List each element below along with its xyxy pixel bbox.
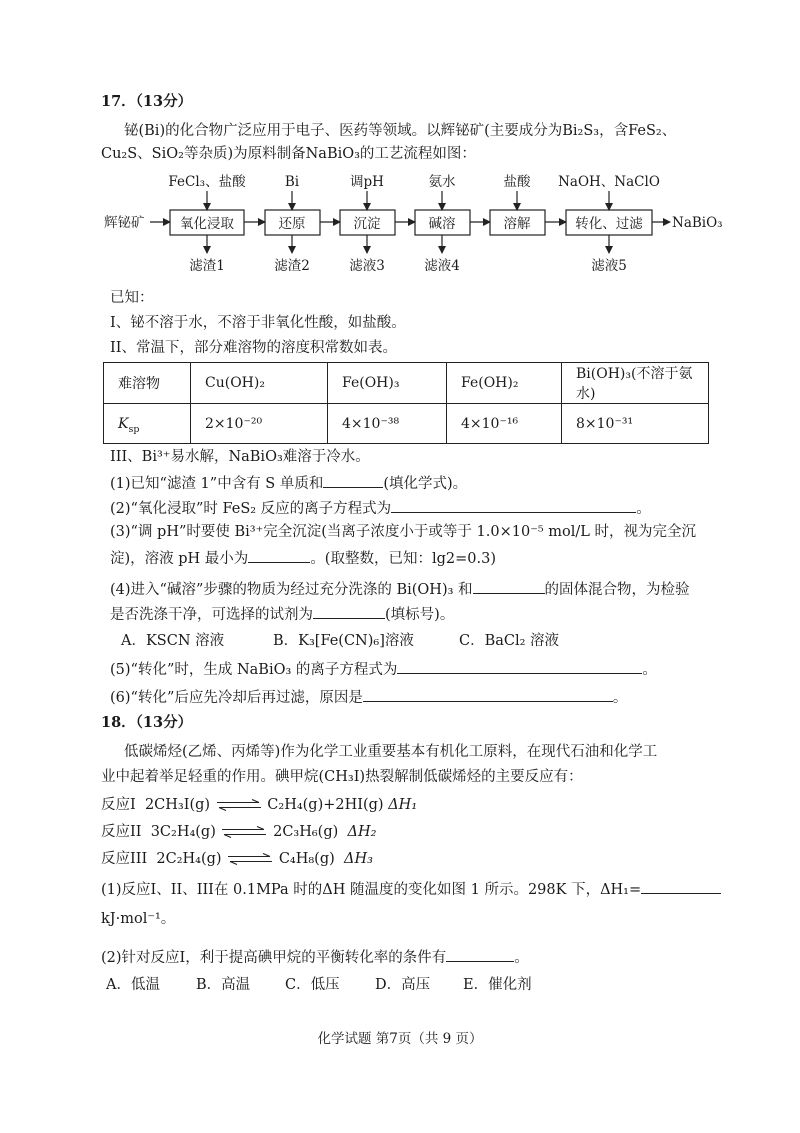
reaction-1-dh: ΔH₁	[388, 797, 418, 813]
reaction-2-dh: ΔH₂	[347, 824, 377, 840]
q17-part6-text: (6)“转化”后应先冷却后再过滤，原因是	[110, 690, 363, 706]
answer-blank[interactable]	[641, 878, 721, 894]
process-flow-diagram	[0, 170, 800, 280]
known-2: II、常温下，部分难溶物的溶度积常数如表。	[110, 340, 397, 356]
answer-blank[interactable]	[323, 472, 383, 488]
q18-part2-text: (2)针对反应I，利于提高碘甲烷的平衡转化率的条件有	[101, 950, 447, 966]
answer-blank[interactable]	[397, 658, 642, 674]
flow-step-5: 溶解	[503, 216, 531, 232]
reaction-2-right: 2C₃H₆(g)	[273, 824, 339, 840]
table-cell: 4×10⁻³⁸	[328, 404, 447, 444]
q17-part3-text2: 。(取整数，已知：lg2=0.3)	[310, 551, 496, 567]
flow-input-label: 辉铋矿	[104, 215, 145, 231]
q18-intro-line2: 业中起着举足轻重的作用。碘甲烷(CH₃I)热裂解制低碳烯烃的主要反应有：	[101, 769, 583, 785]
table-cell: 4×10⁻¹⁶	[447, 404, 562, 444]
q17-intro-line2: Cu₂S、SiO₂等杂质)为原料制备NaBiO₃的工艺流程如图：	[101, 146, 476, 162]
q17-part2	[110, 497, 651, 519]
flow-reagent-6: NaOH、NaClO	[558, 174, 660, 190]
q18-part2-text2: 。	[514, 950, 529, 966]
q18-option-c[interactable]: C．低压	[285, 977, 340, 993]
q17-heading: 17．（13分）	[101, 93, 193, 110]
q18-option-b[interactable]: B．高温	[196, 977, 251, 993]
q17-part3-line1: (3)“调 pH”时要使 Bi³⁺完全沉淀(当离子浓度小于或等于 1.0×10⁻⁵ mol/L 时，视为完全沉	[110, 524, 697, 540]
flow-reagent-1: FeCl₃、盐酸	[168, 174, 246, 190]
flow-reagent-4: 氨水	[428, 174, 456, 190]
answer-blank[interactable]	[363, 686, 613, 702]
table-cell	[104, 404, 191, 444]
known-3: III、Bi³⁺易水解，NaBiO₃难溶于冷水。	[110, 449, 370, 465]
equilibrium-arrow-icon	[226, 853, 274, 865]
ksp-symbol: K	[118, 415, 129, 432]
q17-part6	[110, 686, 627, 708]
flow-reagent-3: 调pH	[350, 174, 384, 190]
table-cell: 难溶物	[104, 363, 191, 404]
q17-option-a[interactable]: A．KSCN 溶液	[121, 633, 225, 649]
answer-blank[interactable]	[473, 578, 545, 594]
table-cell: 8×10⁻³¹	[562, 404, 709, 444]
q17-intro-line1: 铋(Bi)的化合物广泛应用于电子、医药等领域。以辉铋矿(主要成分为Bi₂S₃，含FeS₂、	[124, 123, 677, 139]
equilibrium-arrow-icon	[215, 799, 263, 811]
q17-part4-text: (4)进入“碱溶”步骤的物质为经过充分洗涤的 Bi(OH)₃ 和	[110, 582, 473, 598]
flow-byproduct-1: 滤渣1	[189, 258, 225, 274]
q17-part5-text2: 。	[642, 662, 657, 678]
flow-byproduct-4: 滤液4	[424, 258, 460, 274]
reaction-1	[101, 795, 417, 815]
q18-heading: 18．（13分）	[101, 714, 193, 731]
known-title: 已知：	[110, 290, 154, 306]
answer-blank[interactable]	[313, 603, 385, 619]
q17-part5-text: (5)“转化”时，生成 NaBiO₃ 的离子方程式为	[110, 662, 398, 678]
table-cell: Cu(OH)₂	[191, 363, 328, 404]
flow-step-1: 氧化浸取	[180, 216, 234, 232]
ksp-subscript: sp	[128, 423, 140, 435]
q18-option-a[interactable]: A．低温	[106, 977, 160, 993]
page-footer: 化学试题 第7页（共 9 页）	[317, 1031, 483, 1047]
q18-part2	[101, 946, 529, 968]
q17-part6-text2: 。	[612, 690, 628, 706]
table-row	[104, 363, 709, 404]
ksp-table	[103, 362, 709, 444]
q18-option-e[interactable]: E．催化剂	[463, 977, 532, 993]
flow-reagent-5: 盐酸	[503, 174, 531, 190]
flow-step-2: 还原	[278, 216, 306, 232]
reaction-1-label: 反应I	[101, 797, 136, 813]
flow-byproduct-3: 滤液3	[349, 258, 385, 274]
reaction-3-left: 2C₂H₄(g)	[156, 851, 222, 867]
q17-part5	[110, 658, 657, 680]
flow-reagent-2: Bi	[284, 174, 300, 190]
reaction-2	[101, 822, 376, 842]
q17-part4-text4: (填标号)。	[385, 607, 455, 623]
answer-blank[interactable]	[391, 497, 636, 513]
reaction-3-label: 反应III	[101, 851, 148, 867]
reaction-1-left: 2CH₃I(g)	[144, 797, 211, 813]
q17-part4-line2	[110, 603, 454, 625]
q17-option-b[interactable]: B．K₃[Fe(CN)₆]溶液	[273, 633, 414, 649]
flow-step-4: 碱溶	[428, 216, 456, 232]
q18-part1-text: (1)反应I、II、III在 0.1MPa 时的ΔH 随温度的变化如图 1 所示。298K 下，ΔH₁=	[101, 882, 642, 898]
answer-blank[interactable]	[446, 946, 514, 962]
flow-output-label: NaBiO₃	[672, 215, 723, 231]
known-1: I、铋不溶于水，不溶于非氧化性酸，如盐酸。	[110, 315, 406, 331]
q17-part2-text2: 。	[636, 501, 651, 517]
q17-part1	[110, 472, 467, 494]
reaction-2-label: 反应II	[101, 824, 142, 840]
equilibrium-arrow-icon	[220, 826, 268, 838]
flow-byproduct-5: 滤液5	[591, 258, 627, 274]
q17-part1-text: (1)已知“滤渣 1”中含有 S 单质和	[110, 476, 324, 492]
table-cell: 2×10⁻²⁰	[191, 404, 328, 444]
flow-byproduct-2: 滤渣2	[274, 258, 310, 274]
table-row	[104, 404, 709, 444]
q17-part3-line2	[110, 547, 496, 569]
table-cell: Fe(OH)₃	[328, 363, 447, 404]
q17-part2-text: (2)“氧化浸取”时 FeS₂ 反应的离子方程式为	[110, 501, 392, 517]
q17-part4-line1	[110, 578, 690, 600]
q17-option-c[interactable]: C．BaCl₂ 溶液	[459, 633, 560, 649]
q17-part3-text: 淀)，溶液 pH 最小为	[110, 551, 249, 567]
q17-part1-text2: (填化学式)。	[383, 476, 468, 492]
q18-part1-line2: kJ·mol⁻¹。	[101, 911, 176, 927]
q18-option-d[interactable]: D．高压	[375, 977, 431, 993]
reaction-3	[101, 849, 373, 869]
q18-intro-line1: 低碳烯烃(乙烯、丙烯等)作为化学工业重要基本有机化工原料，在现代石油和化学工	[124, 744, 658, 760]
q18-part1-line1	[101, 878, 721, 900]
table-cell: Fe(OH)₂	[447, 363, 562, 404]
flow-step-3: 沉淀	[353, 216, 381, 232]
q17-part4-text3: 是否洗涤干净，可选择的试剂为	[110, 607, 313, 623]
reaction-2-left: 3C₂H₄(g)	[150, 824, 216, 840]
reaction-3-dh: ΔH₃	[344, 851, 373, 867]
table-cell: Bi(OH)₃(不溶于氨水)	[562, 363, 709, 404]
q17-part4-text2: 的固体混合物，为检验	[544, 582, 690, 598]
reaction-1-right: C₂H₄(g)+2HI(g)	[267, 797, 384, 813]
flow-step-6: 转化、过滤	[575, 216, 643, 232]
answer-blank[interactable]	[248, 547, 310, 563]
reaction-3-right: C₄H₈(g)	[278, 851, 335, 867]
